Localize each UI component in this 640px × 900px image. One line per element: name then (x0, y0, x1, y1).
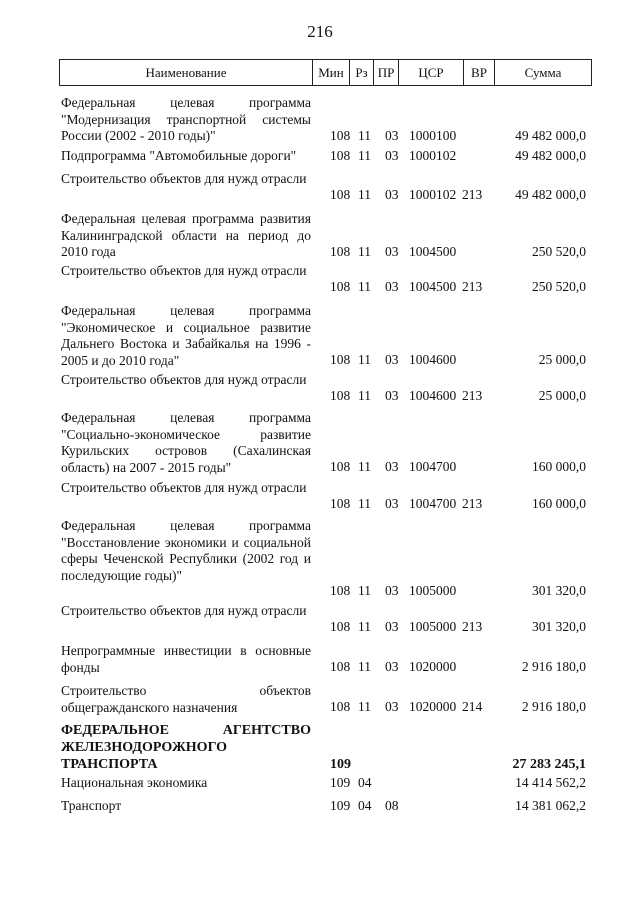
column-header-pr: ПР (373, 60, 398, 85)
row-min: 108 (330, 244, 351, 259)
row-sum: 25 000,0 (538, 352, 586, 367)
row-sum: 49 482 000,0 (515, 128, 586, 143)
row-rz: 11 (358, 187, 371, 202)
column-header-name: Наименование (145, 64, 227, 80)
row-rz: 11 (358, 459, 371, 474)
row-csr: 1004700 (409, 459, 457, 474)
row-pr: 03 (385, 148, 399, 163)
row-sum: 49 482 000,0 (515, 187, 586, 202)
row-min: 108 (330, 352, 351, 367)
column-header-rz: Рз (349, 60, 373, 85)
row-name: Федеральная целевая программа "Модернизация транспортной системы России (2002 - 2010 годы)" (61, 95, 311, 143)
column-header-csr: ЦСР (398, 60, 463, 85)
row-pr: 03 (385, 583, 399, 598)
column-header-min: Мин (312, 60, 349, 85)
row-pr: 03 (385, 659, 399, 674)
row-vr: 213 (462, 187, 483, 202)
row-csr: 1004600 (409, 352, 457, 367)
row-csr: 1020000 (409, 659, 457, 674)
row-pr: 03 (385, 619, 399, 634)
row-csr: 1000102 (409, 148, 457, 163)
row-sum: 160 000,0 (532, 496, 586, 511)
row-min: 108 (330, 279, 351, 294)
row-rz: 11 (358, 496, 371, 511)
row-rz: 11 (358, 352, 371, 367)
row-rz: 04 (358, 775, 372, 790)
row-sum: 25 000,0 (538, 388, 586, 403)
column-header-sum: Сумма (494, 60, 591, 85)
row-rz: 04 (358, 798, 372, 813)
row-sum: 301 320,0 (532, 583, 586, 598)
row-pr: 03 (385, 388, 399, 403)
row-name: Строительство объектов для нужд отрасли (61, 263, 307, 278)
row-min: 108 (330, 148, 351, 163)
row-rz: 11 (358, 128, 371, 143)
row-rz: 11 (358, 659, 371, 674)
row-rz: 11 (358, 619, 371, 634)
row-sum: 2 916 180,0 (521, 659, 586, 674)
row-min: 108 (330, 619, 351, 634)
row-vr: 213 (462, 619, 483, 634)
row-name: Строительство объектов для нужд отрасли (61, 603, 307, 618)
table-header (59, 59, 592, 86)
row-name: Непрограммные инвестиции в основные фонды (61, 643, 311, 675)
row-rz: 11 (358, 388, 371, 403)
row-min: 108 (330, 388, 351, 403)
row-name: Строительство объектов для нужд отрасли (61, 480, 307, 495)
row-csr: 1004500 (409, 279, 457, 294)
page-number: 216 (307, 22, 333, 41)
row-name: ФЕДЕРАЛЬНОЕ АГЕНТСТВО ЖЕЛЕЗНОДОРОЖНОГО ТРАНСПОРТА (61, 723, 311, 772)
row-pr: 03 (385, 128, 399, 143)
row-name: Федеральная целевая программа "Экономическое и социальное развитие Дальнего Востока и Забайкалья на 1996 - 2005 и до 2010 года" (61, 303, 311, 368)
row-sum: 27 283 245,1 (512, 757, 586, 772)
row-min: 109 (330, 757, 351, 772)
row-name: Строительство объектов общегражданского назначения (61, 683, 311, 715)
row-name: Федеральная целевая программа развития Калининградской области на период до 2010 года (61, 211, 311, 259)
row-rz: 11 (358, 583, 371, 598)
row-rz: 11 (358, 244, 371, 259)
row-min: 108 (330, 583, 351, 598)
row-sum: 14 414 562,2 (515, 775, 586, 790)
row-min: 109 (330, 798, 351, 813)
row-pr: 03 (385, 279, 399, 294)
row-min: 109 (330, 775, 351, 790)
row-pr: 03 (385, 244, 399, 259)
row-sum: 250 520,0 (532, 244, 586, 259)
row-min: 108 (330, 459, 351, 474)
row-csr: 1005000 (409, 619, 457, 634)
row-sum: 250 520,0 (532, 279, 586, 294)
row-vr: 214 (462, 699, 483, 714)
row-csr: 1000102 (409, 187, 457, 202)
row-pr: 03 (385, 699, 399, 714)
column-header-vr: ВР (463, 60, 494, 85)
row-csr: 1005000 (409, 583, 457, 598)
row-min: 108 (330, 659, 351, 674)
row-csr: 1004600 (409, 388, 457, 403)
row-vr: 213 (462, 279, 483, 294)
row-min: 108 (330, 496, 351, 511)
row-pr: 03 (385, 352, 399, 367)
row-pr: 03 (385, 459, 399, 474)
row-csr: 1004500 (409, 244, 457, 259)
row-csr: 1020000 (409, 699, 457, 714)
row-pr: 03 (385, 496, 399, 511)
row-rz: 11 (358, 699, 371, 714)
row-min: 108 (330, 187, 351, 202)
row-csr: 1004700 (409, 496, 457, 511)
row-min: 108 (330, 699, 351, 714)
row-vr: 213 (462, 496, 483, 511)
row-pr: 03 (385, 187, 399, 202)
row-name: Федеральная целевая программа "Социально-экономическое развитие Курильских островов (Сахалинская область) на 2007 - 2015 годы" (61, 410, 311, 475)
row-csr: 1000100 (409, 128, 457, 143)
row-sum: 49 482 000,0 (515, 148, 586, 163)
row-rz: 11 (358, 279, 371, 294)
row-pr: 08 (385, 798, 399, 813)
row-rz: 11 (358, 148, 371, 163)
row-name: Подпрограмма "Автомобильные дороги" (61, 148, 297, 163)
row-name: Строительство объектов для нужд отрасли (61, 372, 307, 387)
row-min: 108 (330, 128, 351, 143)
row-sum: 160 000,0 (532, 459, 586, 474)
row-name: Строительство объектов для нужд отрасли (61, 171, 307, 186)
row-name: Федеральная целевая программа "Восстановление экономики и социальной сферы Чеченской Республики (2002 год и последующие годы)" (61, 518, 311, 583)
row-sum: 2 916 180,0 (521, 699, 586, 714)
row-sum: 301 320,0 (532, 619, 586, 634)
row-sum: 14 381 062,2 (515, 798, 586, 813)
row-name: Национальная экономика (61, 775, 208, 790)
row-vr: 213 (462, 388, 483, 403)
row-name: Транспорт (61, 798, 122, 813)
